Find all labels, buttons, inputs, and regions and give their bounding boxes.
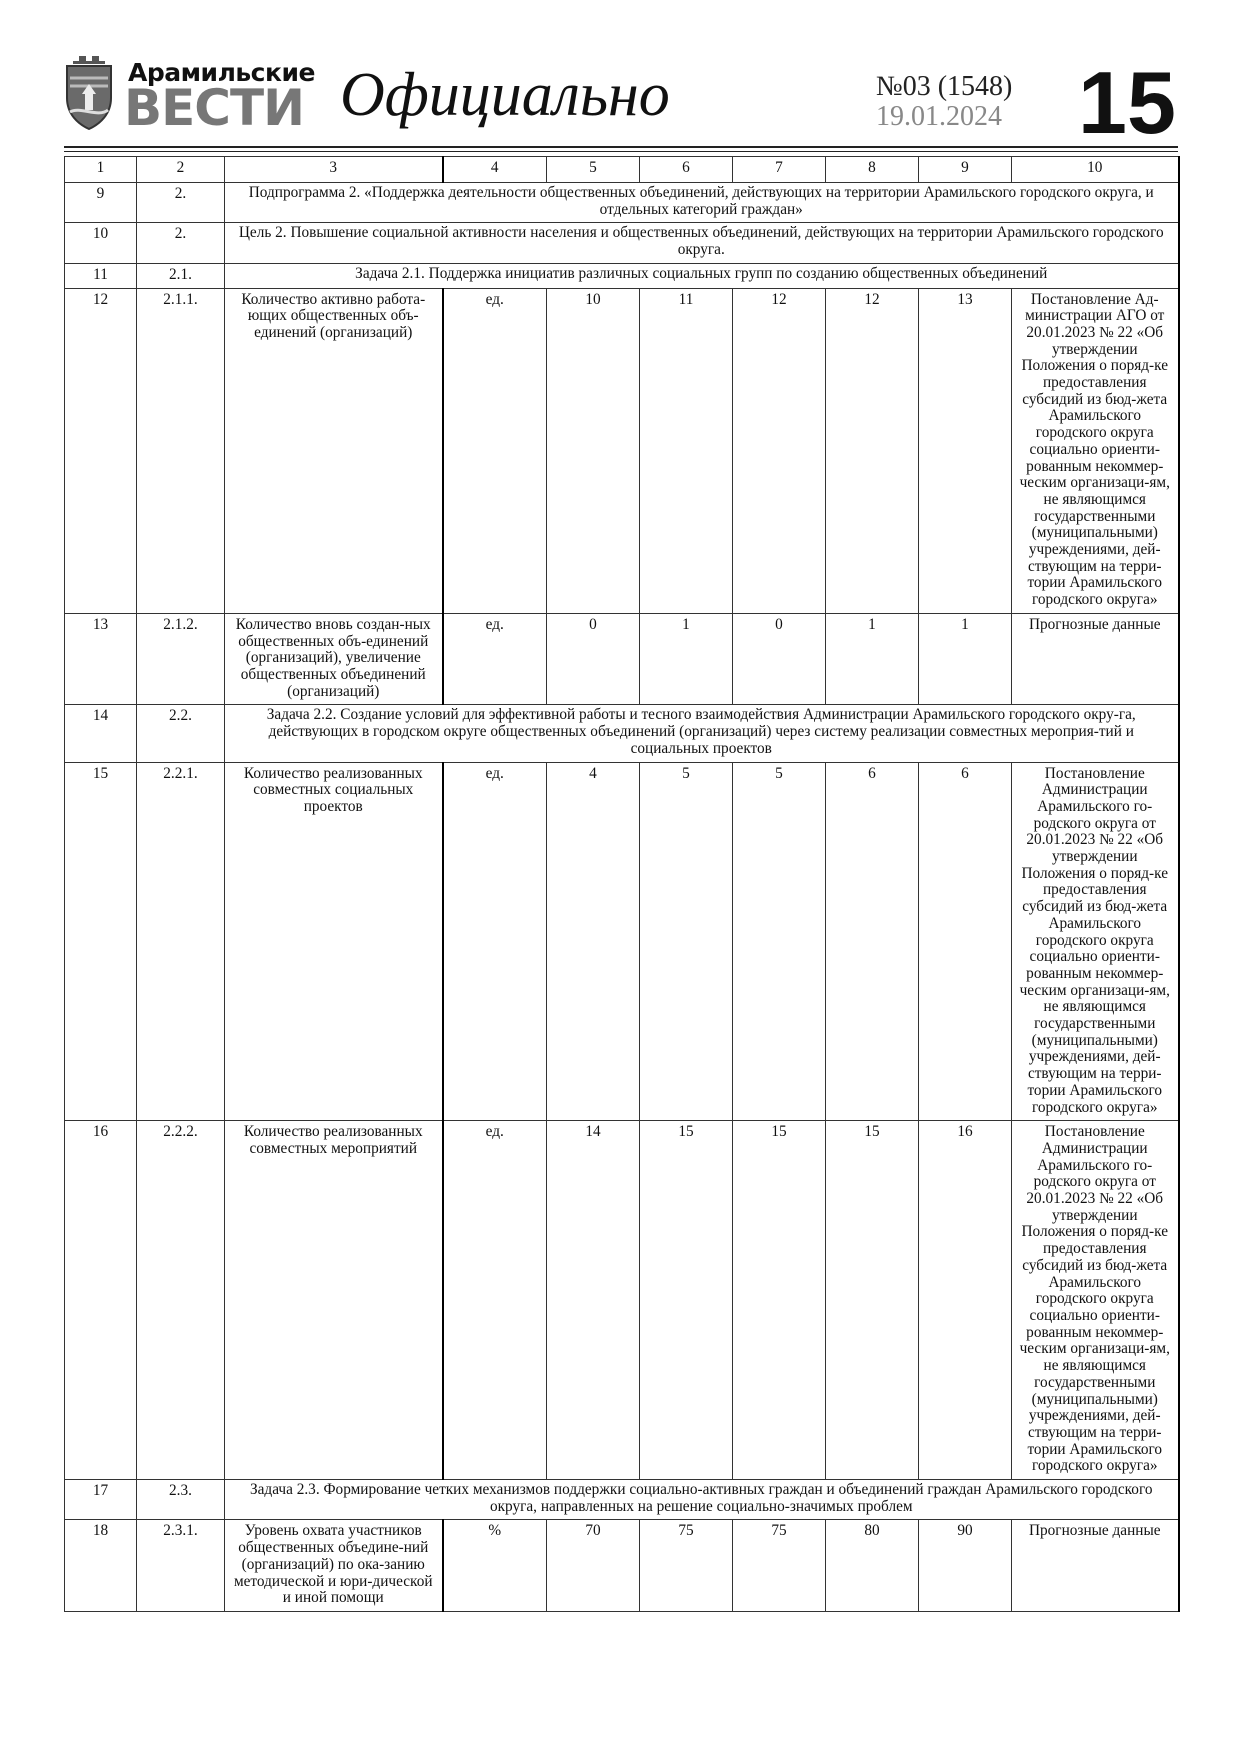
logo-bottom-text: ВЕСТИ xyxy=(124,79,304,137)
indicator-name: Количество реализованных совместных мероприятий xyxy=(225,1121,443,1480)
page-number: 15 xyxy=(1078,53,1176,152)
row-number: 18 xyxy=(65,1520,137,1612)
col-number: 6 xyxy=(640,157,733,183)
value: 1 xyxy=(826,613,919,705)
col-number: 3 xyxy=(225,157,443,183)
unit: % xyxy=(443,1520,547,1612)
row-number: 9 xyxy=(65,183,137,223)
col-number: 10 xyxy=(1012,157,1179,183)
col-number: 1 xyxy=(65,157,137,183)
table-row xyxy=(65,223,1179,263)
col-number: 2 xyxy=(137,157,225,183)
section-heading: Подпрограмма 2. «Поддержка деятельности общественных объединений, действующих на территории Арамильского городского округа, и отдельных категорий граждан» xyxy=(225,183,1179,223)
value: 12 xyxy=(826,288,919,613)
value: 16 xyxy=(919,1121,1012,1480)
row-number: 12 xyxy=(65,288,137,613)
indicator-name: Уровень охвата участников общественных объедине-ний (организаций) по ока-занию методической и юри-дической и иной помощи xyxy=(225,1520,443,1612)
row-number: 14 xyxy=(65,705,137,762)
value: 75 xyxy=(733,1520,826,1612)
unit: ед. xyxy=(443,762,547,1121)
row-code: 2.2. xyxy=(137,705,225,762)
indicator-name: Количество вновь создан-ных общественных объ-единений (организаций), увеличение общественных объединений (организаций) xyxy=(225,613,443,705)
value: 6 xyxy=(826,762,919,1121)
row-number: 17 xyxy=(65,1480,137,1520)
row-code: 2. xyxy=(137,223,225,263)
value: 15 xyxy=(826,1121,919,1480)
row-number: 10 xyxy=(65,223,137,263)
source-note: Постановление Администрации Арамильского го-родского округа от 20.01.2023 № 22 «Об утверждении Положения о поряд-ке предоставления субсидий из бюд-жета Арамильского городского округа социально ориенти-рованным некоммер-ческим организаци-ям, не являющимся государственными (муниципальными) учреждениями, дей-ствующим на терри-тории Арамильского городского округа» xyxy=(1012,1121,1179,1480)
row-code: 2.3. xyxy=(137,1480,225,1520)
col-number: 7 xyxy=(733,157,826,183)
value: 11 xyxy=(640,288,733,613)
col-number: 8 xyxy=(826,157,919,183)
value: 0 xyxy=(733,613,826,705)
table-row xyxy=(65,1121,1179,1480)
header-rule-thin xyxy=(64,151,1178,152)
row-code: 2.3.1. xyxy=(137,1520,225,1612)
col-number: 9 xyxy=(919,157,1012,183)
value: 13 xyxy=(919,288,1012,613)
newspaper-logo xyxy=(62,56,315,137)
table-row xyxy=(65,705,1179,762)
value: 6 xyxy=(919,762,1012,1121)
header-rule xyxy=(64,146,1178,148)
row-number: 13 xyxy=(65,613,137,705)
value: 15 xyxy=(733,1121,826,1480)
coat-of-arms-icon xyxy=(62,56,116,130)
value: 75 xyxy=(640,1520,733,1612)
value: 0 xyxy=(547,613,640,705)
unit: ед. xyxy=(443,288,547,613)
section-heading: Задача 2.2. Создание условий для эффективной работы и тесного взаимодействия Администрации Арамильского городского окру-га, действующих в городском округе общественных объединений (организаций) через систему реализации совместных мероприя-тий и социальных проектов xyxy=(225,705,1179,762)
value: 5 xyxy=(733,762,826,1121)
source-note: Постановление Ад-министрации АГО от 20.01.2023 № 22 «Об утверждении Положения о поряд-ке предоставления субсидий из бюд-жета Арамильского городского округа социально ориенти-рованным некоммер-ческим организаци-ям, не являющимся государственными (муниципальными) учреждениями, дей-ствующим на терри-тории Арамильского городского округа» xyxy=(1012,288,1179,613)
value: 90 xyxy=(919,1520,1012,1612)
table-row xyxy=(65,263,1179,288)
row-number: 16 xyxy=(65,1121,137,1480)
table-row xyxy=(65,1520,1179,1612)
issue-number: №03 (1548) xyxy=(876,71,1013,102)
row-code: 2.2.2. xyxy=(137,1121,225,1480)
table-row xyxy=(65,1480,1179,1520)
table-row xyxy=(65,613,1179,705)
value: 80 xyxy=(826,1520,919,1612)
value: 15 xyxy=(640,1121,733,1480)
row-number: 11 xyxy=(65,263,137,288)
table-row xyxy=(65,183,1179,223)
section-heading: Задача 2.1. Поддержка инициатив различных социальных групп по созданию общественных объединений xyxy=(225,263,1179,288)
value: 10 xyxy=(547,288,640,613)
table-row xyxy=(65,288,1179,613)
section-heading: Задача 2.3. Формирование четких механизмов поддержки социально-активных граждан и объединений граждан Арамильского городского округа, направленных на решение социально-значимых проблем xyxy=(225,1480,1179,1520)
section-heading: Цель 2. Повышение социальной активности населения и общественных объединений, действующих на территории Арамильского городского округа. xyxy=(225,223,1179,263)
value: 14 xyxy=(547,1121,640,1480)
source-note: Постановление Администрации Арамильского го-родского округа от 20.01.2023 № 22 «Об утверждении Положения о поряд-ке предоставления субсидий из бюд-жета Арамильского городского округа социально ориенти-рованным некоммер-ческим организаци-ям, не являющимся государственными (муниципальными) учреждениями, дей-ствующим на терри-тории Арамильского городского округа» xyxy=(1012,762,1179,1121)
logo-top-text: Арамильские xyxy=(128,58,315,87)
indicator-name: Количество реализованных совместных социальных проектов xyxy=(225,762,443,1121)
value: 70 xyxy=(547,1520,640,1612)
issue-date: 19.01.2024 xyxy=(876,101,1002,132)
source-note: Прогнозные данные xyxy=(1012,1520,1179,1612)
value: 1 xyxy=(919,613,1012,705)
row-number: 15 xyxy=(65,762,137,1121)
indicators-table xyxy=(64,156,1180,1612)
column-number-row xyxy=(65,157,1179,183)
table-row xyxy=(65,762,1179,1121)
section-title: Официально xyxy=(340,61,670,129)
issue-info xyxy=(876,72,1012,132)
row-code: 2. xyxy=(137,183,225,223)
row-code: 2.1.1. xyxy=(137,288,225,613)
unit: ед. xyxy=(443,613,547,705)
indicator-name: Количество активно работа-ющих общественных объ-единений (организаций) xyxy=(225,288,443,613)
row-code: 2.1. xyxy=(137,263,225,288)
source-note: Прогнозные данные xyxy=(1012,613,1179,705)
col-number: 5 xyxy=(547,157,640,183)
value: 5 xyxy=(640,762,733,1121)
unit: ед. xyxy=(443,1121,547,1480)
value: 12 xyxy=(733,288,826,613)
value: 4 xyxy=(547,762,640,1121)
row-code: 2.2.1. xyxy=(137,762,225,1121)
value: 1 xyxy=(640,613,733,705)
row-code: 2.1.2. xyxy=(137,613,225,705)
col-number: 4 xyxy=(443,157,547,183)
